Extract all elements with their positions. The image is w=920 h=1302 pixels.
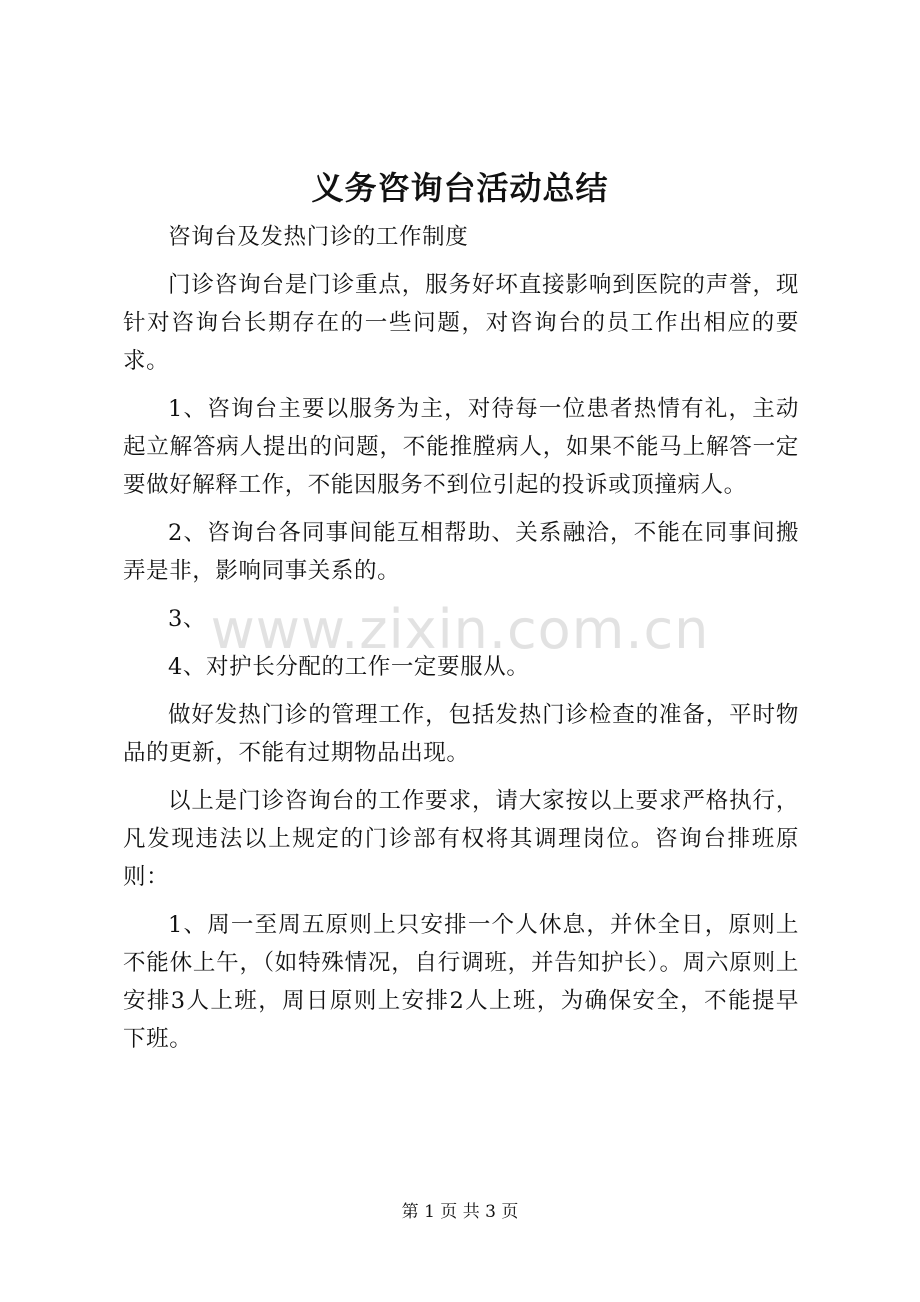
paragraph-item-1: 1、咨询台主要以服务为主，对待每一位患者热情有礼，主动起立解答病人提出的问题，不能推膛病人，如果不能马上解答一定要做好解释工作，不能因服务不到位引起的投诉或顶撞病人。 xyxy=(123,396,799,498)
page-footer: 第 1 页 共 3 页 xyxy=(401,1202,519,1222)
paragraph-intro: 门诊咨询台是门诊重点，服务好坏直接影响到医院的声誉，现针对咨询台长期存在的一些问题，对咨询台的员工作出相应的要求。 xyxy=(123,272,799,374)
paragraph-item-4: 4、对护长分配的工作一定要服从。 xyxy=(168,654,530,680)
paragraph-schedule-1: 1、周一至周五原则上只安排一个人休息，并休全日，原则上不能休上午，（如特殊情况，自行调班，并告知护长）。周六原则上安排3人上班，周日原则上安排2人上班，为确保安全，不能提早下班。 xyxy=(123,912,799,1052)
paragraph-item-2: 2、咨询台各同事间能互相帮助、关系融洽，不能在同事间搬弄是非，影响同事关系的。 xyxy=(123,520,799,584)
paragraph-heading: 咨询台及发热门诊的工作制度 xyxy=(168,224,469,250)
paragraph-fever-clinic: 做好发热门诊的管理工作，包括发热门诊检查的准备，平时物品的更新，不能有过期物品出现。 xyxy=(123,702,799,766)
watermark: www.zixin.com.cn xyxy=(210,598,710,661)
document-body xyxy=(123,218,799,1068)
paragraph-summary: 以上是门诊咨询台的工作要求，请大家按以上要求严格执行，凡发现违法以上规定的门诊部有权将其调理岗位。咨询台排班原则： xyxy=(123,788,799,890)
document-title: 义务咨询台活动总结 xyxy=(311,169,609,207)
paragraph-item-3: 3、 xyxy=(168,606,207,632)
